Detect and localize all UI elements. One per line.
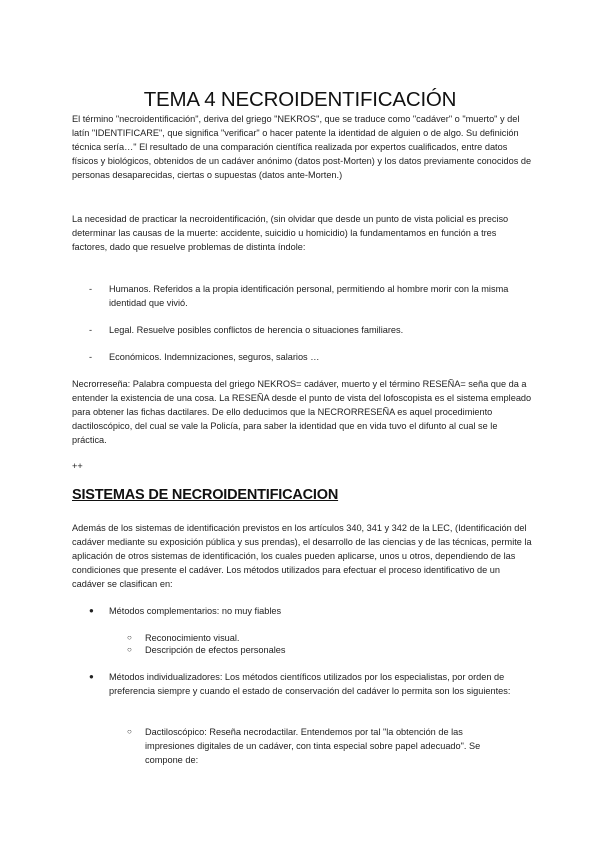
section-heading: SISTEMAS DE NECROIDENTIFICACION (72, 487, 339, 503)
list-item (72, 350, 532, 364)
list-item-text: Reconocimiento visual. (145, 633, 240, 643)
systems-intro-paragraph: Además de los sistemas de identificación previstos en los artículos 340, 341 y 342 de la LEC, (Identificación del cadáver mediante su exposición pública y sus prendas), el desarrollo de las ciencias y de las técnicas, permite la aplicación de otros sistemas de identificación, los cuales pueden aplicarse, unos u otros, dependiendo de las condiciones que presente el cadáver. Los métodos utilizados para efectuar el proceso identificativo de un cadáver se clasifican en: (72, 523, 532, 589)
list-item (72, 670, 532, 698)
dash-marker: - (89, 352, 93, 362)
necessity-paragraph: La necesidad de practicar la necroidentificación, (sin olvidar que desde un punto de vista policial es preciso determinar las causas de la muerte: accidente, suicidio u homicidio) la fundamentamos en función a tres factores, dado que resuelve problemas de distinta índole: (72, 214, 509, 252)
list-item-text: Humanos. Referidos a la propia identificación personal, permitiendo al hombre morir con la misma identidad que vivió. (109, 284, 509, 308)
list-item-text: Métodos complementarios: no muy fiables (109, 606, 282, 616)
list-item (72, 323, 532, 337)
list-item-text: Económicos. Indemnizaciones, seguros, salarios … (109, 352, 320, 362)
sub-list-item (72, 725, 532, 767)
list-item (72, 282, 532, 310)
bullet-icon: ● (89, 672, 94, 681)
list-item (72, 604, 532, 618)
list-item-text: Dactiloscópico: Reseña necrodactilar. Entendemos por tal "la obtención de las impresiones digitales de un cadáver, con tinta especial sobre papel adecuado". Se compone de: (145, 727, 481, 765)
page-title: TEMA 4 NECROIDENTIFICACIÓN (143, 87, 457, 111)
circle-bullet-icon: ○ (127, 645, 132, 654)
list-item-text: Descripción de efectos personales (145, 645, 286, 655)
sub-list-item (72, 643, 532, 657)
list-item-text: Métodos individualizadores: Los métodos científicos utilizados por los especialistas, por orden de preferencia siempre y cuando el estado de conservación del cadáver lo permita son los siguientes: (109, 672, 511, 696)
necroresena-paragraph: Necrorreseña: Palabra compuesta del griego NEKROS= cadáver, muerto y el término RESEÑA= seña que da a entender la existencia de una cosa. La RESEÑA desde el punto de vista del lofoscopista es el sistema empleado para obtener las fichas dactilares. De ello deducimos que la NECRORRESEÑA es aquel procedimiento dactiloscópico, del cual se vale la Policía, para saber la identidad que en vida tuvo el difunto al cual se le práctica. (72, 379, 532, 445)
dash-marker: - (89, 284, 93, 294)
list-item-text: Legal. Resuelve posibles conflictos de herencia o situaciones familiares. (109, 325, 404, 335)
bullet-icon: ● (89, 606, 94, 615)
circle-bullet-icon: ○ (127, 633, 132, 642)
dash-marker: - (89, 325, 93, 335)
intro-paragraph: El término "necroidentificación", deriva del griego "NEKROS", que se traduce como "cadáver" o "muerto" y del latín "IDENTIFICARE", que significa "verificar" o hacer patente la identidad de alguien o de algo. Su definición técnica sería…" El resultado de una comparación científica realizada por expertos cualificados, entre datos físicos y biológicos, obtenidos de un cadáver anónimo (datos post-Morten) y los datos previamente conocidos de personas desaparecidas, ciertas o supuestas (datos ante-Morten.) (72, 114, 532, 180)
circle-bullet-icon: ○ (127, 727, 132, 736)
separator-text: ++ (72, 461, 83, 471)
